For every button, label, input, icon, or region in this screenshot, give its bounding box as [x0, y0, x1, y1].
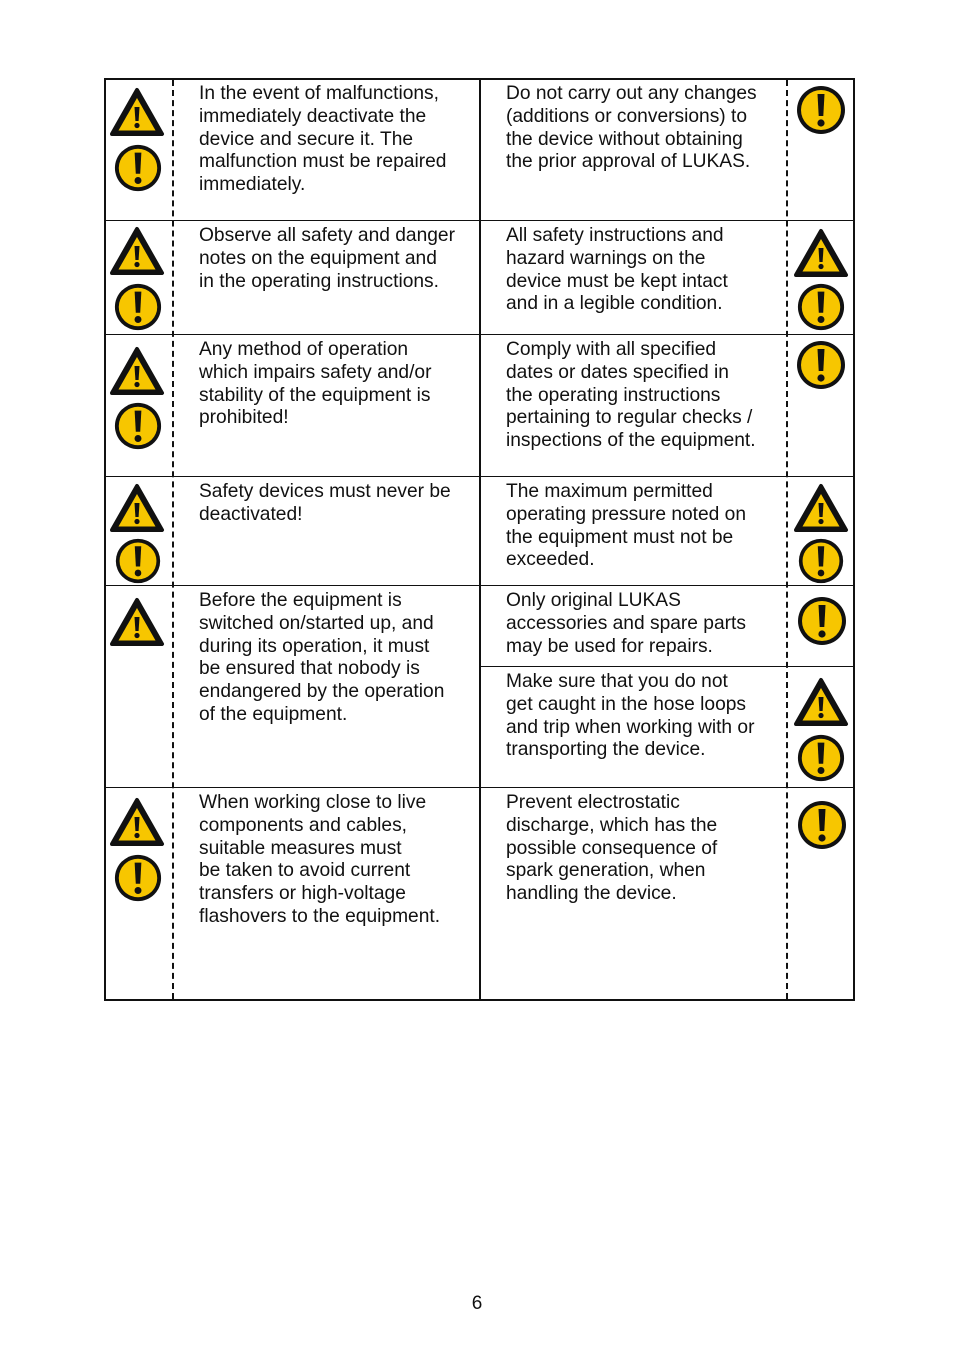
row-divider — [106, 585, 853, 586]
row5-right-text: Only original LUKAS accessories and spare parts may be used for repairs. — [506, 590, 746, 657]
row3-left-icons — [106, 334, 172, 476]
row2-left-icons — [106, 220, 172, 334]
row5-right2-text: Make sure that you do not get caught in the hose loops and trip when working with or transporting the device. — [506, 671, 755, 761]
row3-right-icons — [788, 334, 854, 476]
row2-left-text: Observe all safety and danger notes on the equipment and in the operating instructions. — [199, 225, 455, 292]
warning-triangle-icon — [793, 483, 849, 533]
row5-left-text: Before the equipment is switched on/started up, and during its operation, it must be ensured that nobody is endangered by the operation of the equipment. — [199, 590, 445, 725]
row-divider — [106, 476, 853, 477]
warning-triangle-icon — [109, 346, 165, 396]
row5-right-icons — [788, 585, 854, 666]
warning-triangle-icon — [793, 228, 849, 278]
row4-right-icons — [788, 476, 854, 585]
row2-right-text: All safety instructions and hazard warnings on the device must be kept intact and in a legible condition. — [506, 225, 728, 315]
warning-triangle-icon — [109, 87, 165, 137]
page-number: 6 — [471, 1293, 483, 1314]
row6-right-icons — [788, 787, 854, 1001]
row1-right-icons — [788, 80, 854, 220]
exclamation-circle-icon — [795, 339, 847, 391]
row6-right-text: Prevent electrostatic discharge, which has the possible consequence of spark generation, when handling the device. — [506, 792, 718, 905]
warning-triangle-icon — [109, 797, 165, 847]
row-divider — [106, 787, 853, 788]
warning-triangle-icon — [109, 483, 165, 533]
row4-left-icons — [106, 476, 172, 585]
exclamation-circle-icon — [796, 733, 846, 783]
warning-triangle-icon — [793, 677, 849, 727]
exclamation-circle-icon — [796, 282, 846, 332]
warning-triangle-icon — [109, 226, 165, 276]
row-divider — [106, 334, 853, 335]
row1-left-icons — [106, 80, 172, 220]
row6-left-text: When working close to live components and cables, suitable measures must be taken to avoid current transfers or high-voltage flashovers to the equipment. — [199, 792, 441, 927]
row5-left-icons — [106, 585, 172, 787]
exclamation-circle-icon — [796, 595, 848, 647]
exclamation-circle-icon — [113, 537, 163, 585]
row4-right-text: The maximum permitted operating pressure noted on the equipment must not be exceeded. — [506, 481, 747, 571]
exclamation-circle-icon — [796, 537, 846, 585]
row5-right2-icons — [788, 666, 854, 787]
exclamation-circle-icon — [796, 799, 848, 851]
row1-right-text: Do not carry out any changes (additions or conversions) to the device without obtaining the prior approval of LUKAS. — [506, 83, 757, 173]
exclamation-circle-icon — [113, 853, 163, 903]
row1-left-text: In the event of malfunctions, immediately deactivate the device and secure it. The malfunction must be repaired immediately. — [199, 83, 447, 196]
row4-left-text: Safety devices must never be deactivated! — [199, 481, 451, 525]
center-divider — [479, 80, 481, 999]
exclamation-circle-icon — [113, 282, 163, 332]
row2-right-icons — [788, 220, 854, 334]
row6-left-icons — [106, 787, 172, 1001]
exclamation-circle-icon — [113, 143, 163, 193]
row3-left-text: Any method of operation which impairs safety and/or stability of the equipment is prohibited! — [199, 339, 432, 429]
left-icon-column-divider — [172, 80, 174, 999]
safety-table — [104, 78, 855, 1001]
row-divider — [106, 220, 853, 221]
exclamation-circle-icon — [795, 84, 847, 136]
exclamation-circle-icon — [113, 401, 163, 451]
warning-triangle-icon — [109, 597, 165, 647]
row3-right-text: Comply with all specified dates or dates specified in the operating instructions pertaining to regular checks / inspections of the equipment. — [506, 339, 756, 452]
